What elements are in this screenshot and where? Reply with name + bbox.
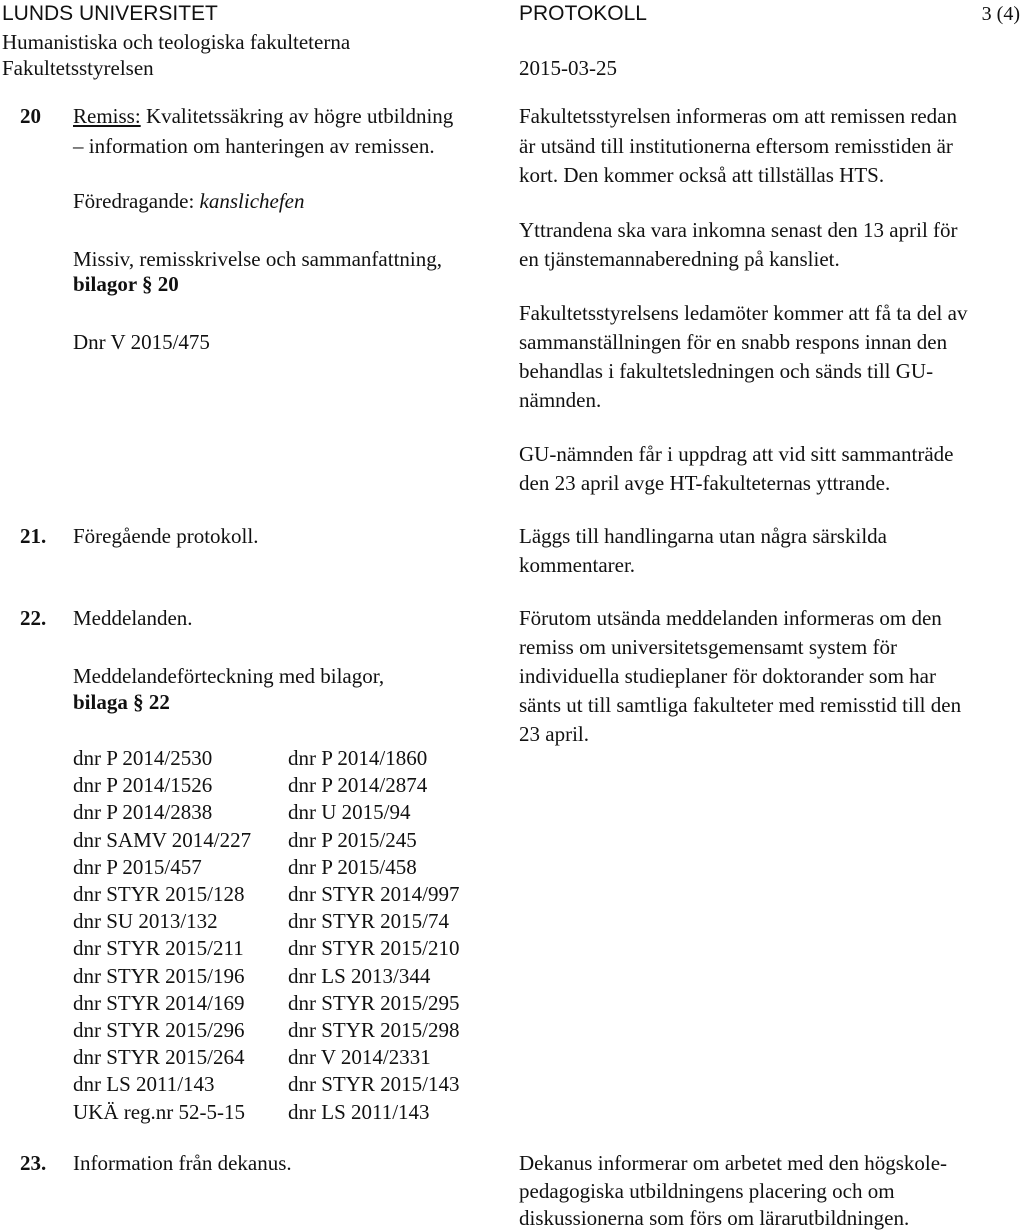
item-22-decision-l1: Förutom utsända meddelanden informeras om den (519, 606, 942, 630)
item-20-presenter (73, 189, 305, 213)
item-23-number: 23. (20, 1151, 47, 1175)
item-21-decision-l1: Läggs till handlingarna utan några särskilda (519, 524, 887, 548)
item-22-attachment-ref: bilaga § 22 (73, 690, 170, 714)
university-name: LUNDS UNIVERSITET (2, 2, 218, 25)
reference-number: dnr P 2014/2838 (73, 800, 213, 825)
item-20-title-rest: Kvalitetssäkring av högre utbildning (140, 104, 454, 128)
item-20-decision-p4-l1: GU-nämnden får i uppdrag att vid sitt sammanträde (519, 442, 954, 466)
reference-list-left (73, 745, 251, 1126)
item-20-decision-p4-l2: den 23 april avge HT-fakulteternas yttrande. (519, 471, 891, 495)
reference-number: dnr SU 2013/132 (73, 909, 218, 934)
item-23-decision-l3: diskussionerna som förs om lärarutbildningen. (519, 1206, 910, 1230)
reference-number: dnr P 2014/1526 (73, 773, 213, 798)
reference-number: dnr P 2015/457 (73, 854, 202, 879)
reference-number: dnr P 2014/2874 (288, 773, 428, 798)
reference-number: dnr U 2015/94 (288, 800, 411, 825)
item-20-decision-p1-l3: kort. Den kommer också att tillställas HTS. (519, 163, 885, 187)
item-23-decision-l2: pedagogiska utbildningens placering och om (519, 1179, 895, 1203)
item-20-decision-p3-l4: nämnden. (519, 388, 602, 412)
reference-number: dnr P 2014/2530 (73, 746, 213, 770)
item-20-title-line2: – information om hanteringen av remissen. (73, 134, 435, 158)
reference-number: dnr STYR 2015/210 (288, 936, 460, 961)
item-20-title-line1 (73, 104, 453, 128)
reference-number: dnr LS 2011/143 (288, 1099, 430, 1124)
item-22-decision-l4: sänts ut till samtliga fakulteter med remisstid till den (519, 693, 962, 717)
item-20-number: 20 (20, 104, 41, 128)
reference-number: dnr STYR 2015/74 (288, 909, 450, 934)
item-20-attachments: Missiv, remisskrivelse och sammanfattning, (73, 247, 442, 271)
reference-number: dnr STYR 2015/143 (288, 1072, 460, 1097)
item-20-decision-p3-l3: behandlas i fakultetsledningen och sänds till GU- (519, 359, 934, 383)
item-23-decision-l1: Dekanus informerar om arbetet med den högskole- (519, 1151, 948, 1175)
item-22-attachments: Meddelandeförteckning med bilagor, (73, 664, 385, 688)
reference-number: dnr STYR 2015/128 (73, 882, 245, 907)
presenter-value: kanslichefen (199, 189, 305, 213)
item-20-decision-p2-l1: Yttrandena ska vara inkomna senast den 13 april för (519, 218, 958, 242)
item-20-dnr: Dnr V 2015/475 (73, 330, 210, 354)
reference-number: dnr V 2014/2331 (288, 1045, 431, 1070)
item-22-number: 22. (20, 606, 47, 630)
item-20-remiss-label: Remiss: (73, 104, 141, 128)
page-number: 3 (4) (981, 3, 1020, 25)
reference-number: dnr P 2015/245 (288, 827, 417, 852)
item-23-title: Information från dekanus. (73, 1151, 292, 1175)
item-22-title: Meddelanden. (73, 606, 193, 630)
reference-number: dnr STYR 2014/169 (73, 990, 245, 1015)
reference-number: dnr STYR 2015/211 (73, 936, 244, 961)
reference-number: dnr STYR 2015/196 (73, 963, 245, 988)
reference-number: dnr P 2014/1860 (288, 746, 428, 770)
item-20-decision-p3-l2: sammanställningen för en snabb respons innan den (519, 330, 948, 354)
presenter-label: Föredragande: (73, 189, 200, 213)
item-20-decision-p3-l1: Fakultetsstyrelsens ledamöter kommer att få ta del av (519, 301, 968, 325)
document-type: PROTOKOLL (519, 2, 647, 25)
board-name: Fakultetsstyrelsen (2, 56, 154, 80)
reference-number: dnr STYR 2015/295 (288, 990, 460, 1015)
item-22-decision-l5: 23 april. (519, 722, 589, 746)
faculty-name: Humanistiska och teologiska fakulteterna (2, 30, 351, 54)
reference-number: dnr LS 2013/344 (288, 963, 431, 988)
item-21-title: Föregående protokoll. (73, 524, 259, 548)
reference-number: dnr STYR 2015/264 (73, 1045, 245, 1070)
reference-number: dnr STYR 2014/997 (288, 882, 460, 907)
item-22-decision-l2: remiss om universitetsgemensamt system för (519, 635, 897, 659)
item-22-decision-l3: individuella studieplaner för doktorander som har (519, 664, 936, 688)
reference-number: dnr STYR 2015/298 (288, 1018, 460, 1043)
item-20-decision-p2-l2: en tjänstemannaberedning på kansliet. (519, 247, 840, 271)
meeting-date: 2015-03-25 (519, 56, 617, 80)
item-21-number: 21. (20, 524, 47, 548)
reference-list-right (288, 745, 460, 1126)
item-20-attachment-ref: bilagor § 20 (73, 272, 179, 296)
item-20-decision-p1-l2: är utsänd till institutionerna eftersom remisstiden är (519, 134, 953, 158)
reference-number: dnr P 2015/458 (288, 854, 417, 879)
reference-number: UKÄ reg.nr 52-5-15 (73, 1099, 246, 1124)
reference-number: dnr SAMV 2014/227 (73, 827, 252, 852)
reference-number: dnr STYR 2015/296 (73, 1018, 245, 1043)
item-21-decision-l2: kommentarer. (519, 553, 636, 577)
reference-number: dnr LS 2011/143 (73, 1072, 215, 1097)
item-20-decision-p1-l1: Fakultetsstyrelsen informeras om att remissen redan (519, 104, 957, 128)
